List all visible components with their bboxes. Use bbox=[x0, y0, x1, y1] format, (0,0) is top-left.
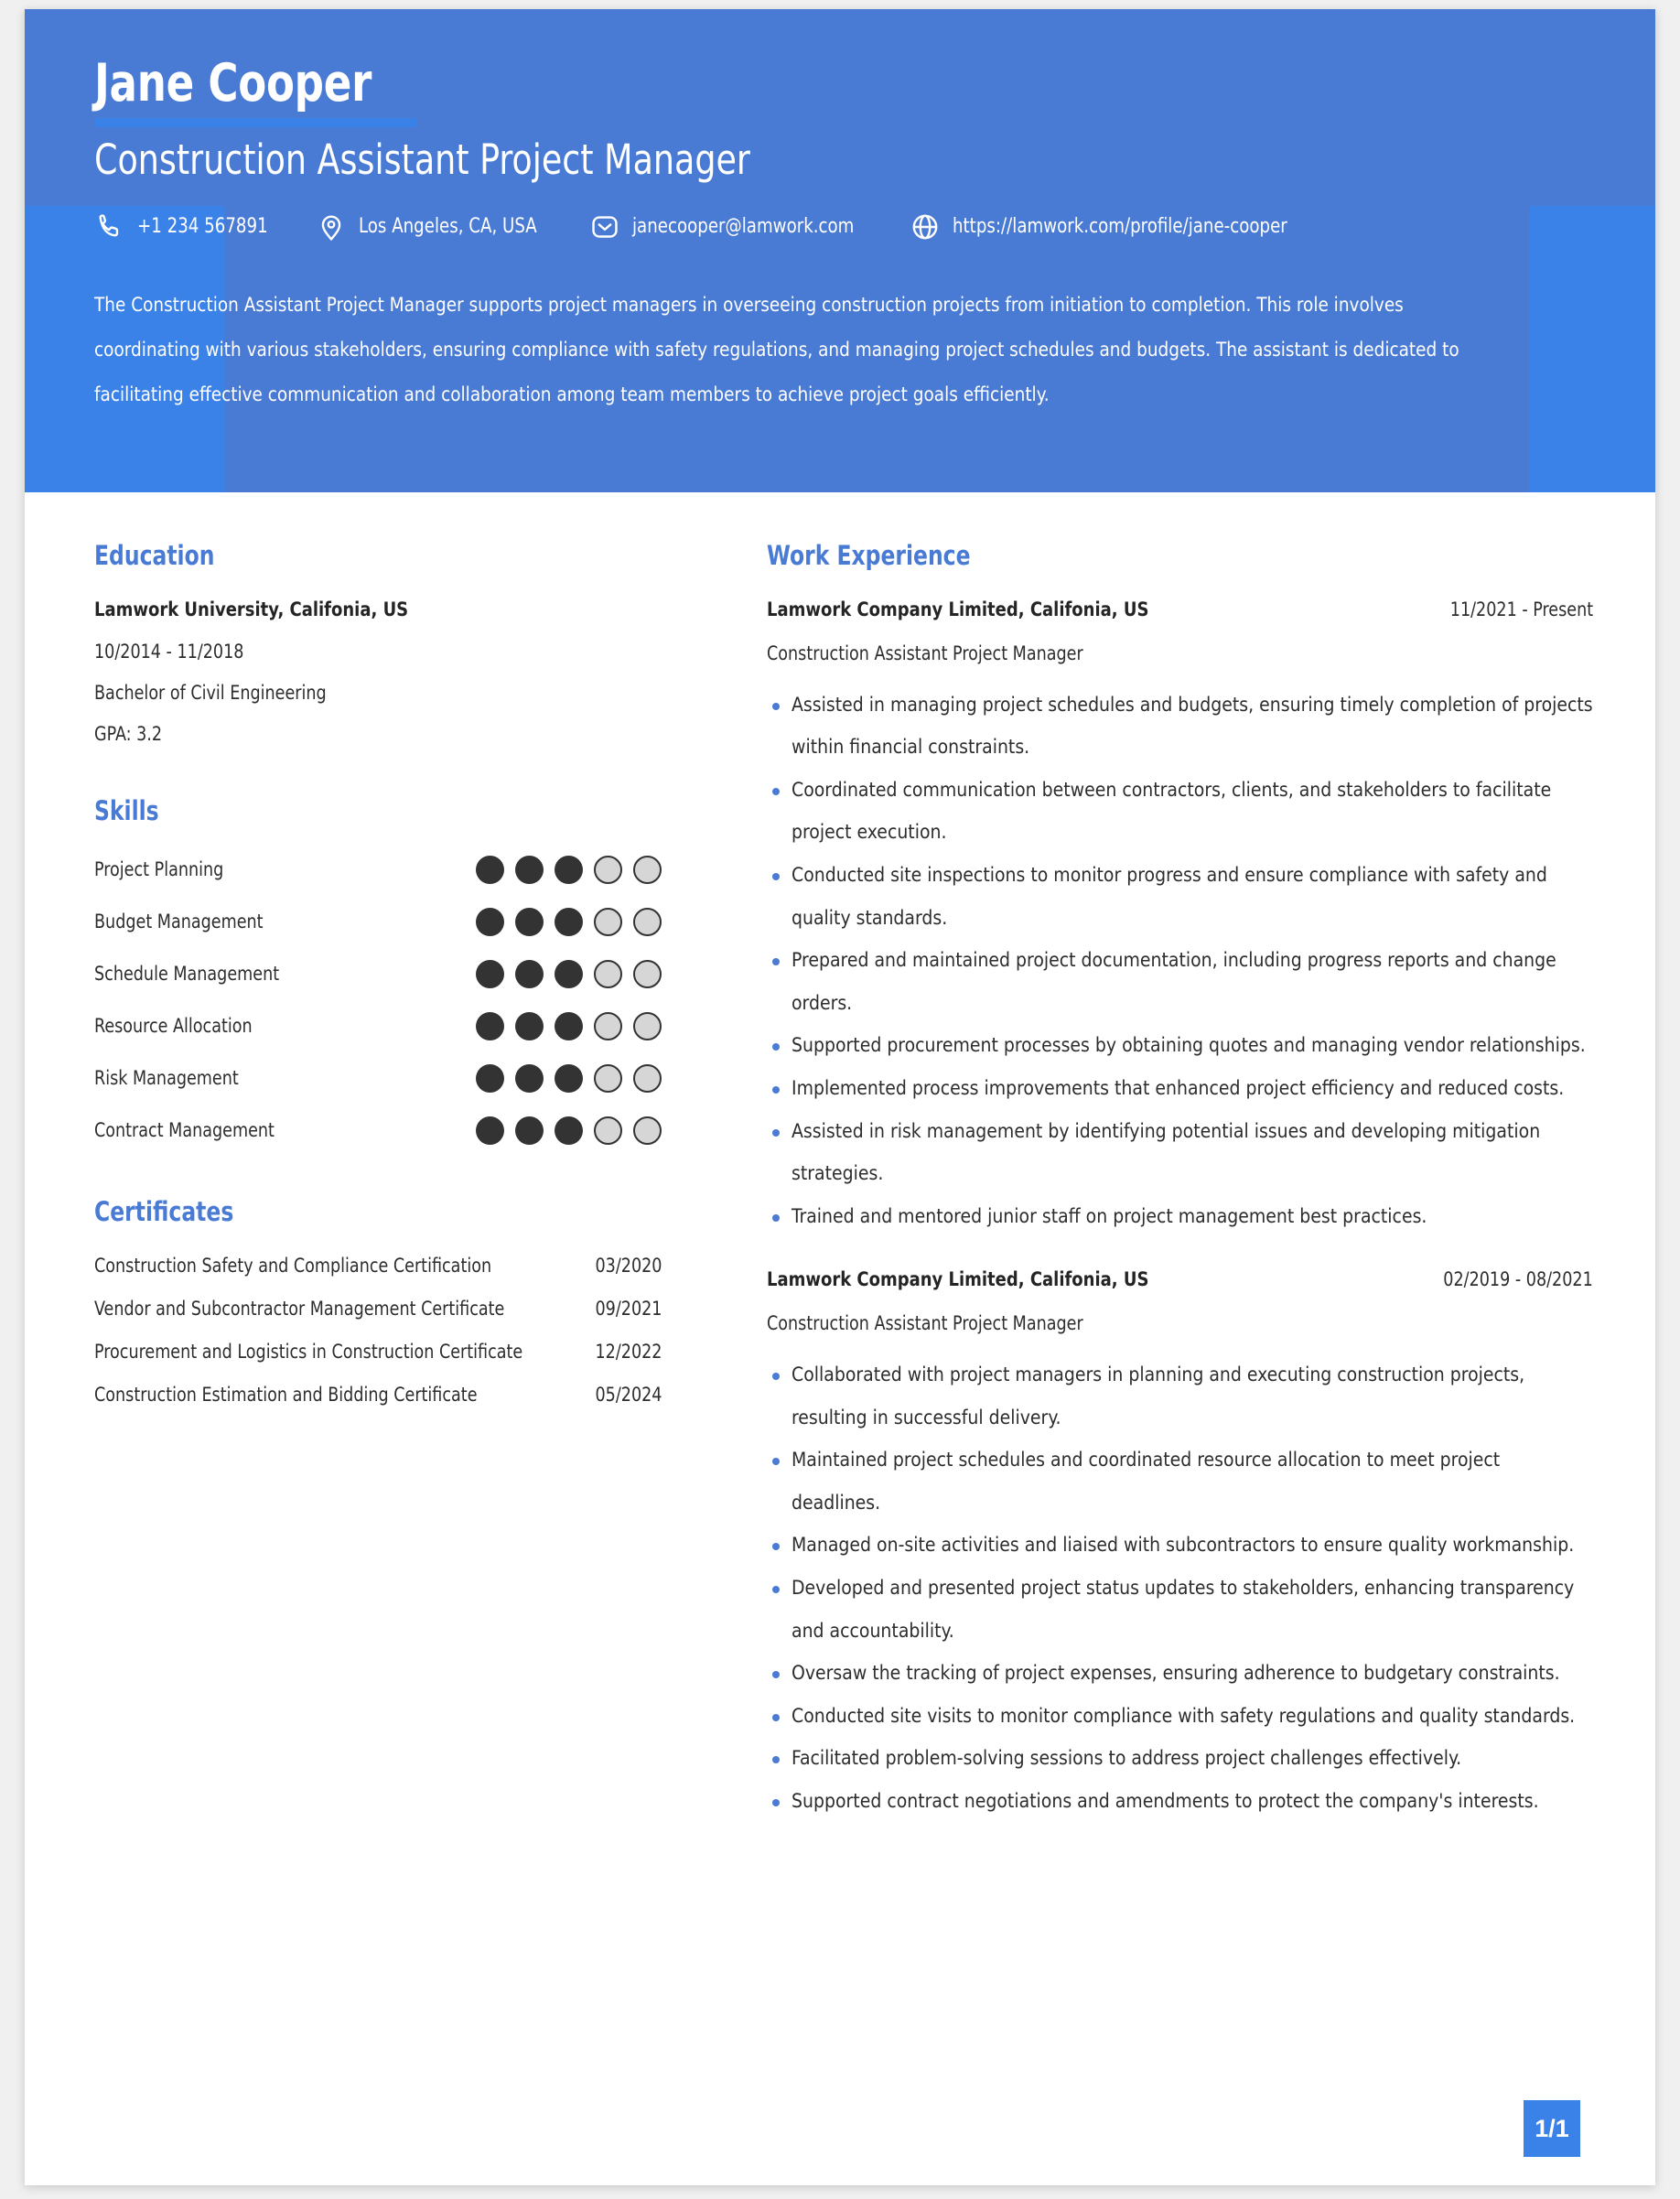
skill-dot-empty bbox=[633, 856, 662, 884]
skill-row bbox=[94, 1012, 662, 1040]
skill-dot-empty bbox=[594, 1064, 622, 1093]
job-dates: 02/2019 - 08/2021 bbox=[1443, 1268, 1593, 1291]
skill-dot-empty bbox=[633, 908, 662, 936]
contact-location[interactable] bbox=[316, 211, 553, 243]
skill-dot-filled bbox=[515, 1064, 544, 1093]
skill-dot-empty bbox=[594, 1116, 622, 1145]
certificates-section bbox=[94, 1196, 662, 1405]
certificate-name: Construction Estimation and Bidding Certificate bbox=[94, 1383, 478, 1406]
resume-body bbox=[25, 492, 1655, 1856]
skill-level-dots bbox=[476, 1064, 662, 1093]
page-indicator-badge: 1/1 bbox=[1524, 2100, 1580, 2157]
skill-level-dots bbox=[476, 1116, 662, 1145]
skill-dot-filled bbox=[555, 960, 583, 988]
certificate-name: Procurement and Logistics in Construction Certificate bbox=[94, 1340, 523, 1363]
job-bullet-list bbox=[767, 684, 1593, 1238]
skill-name: Contract Management bbox=[94, 1118, 275, 1141]
resume-page bbox=[25, 9, 1655, 2185]
skill-level-dots bbox=[476, 1012, 662, 1040]
contact-website-text: https://lamwork.com/profile/jane-cooper bbox=[953, 215, 1288, 239]
skill-dot-empty bbox=[633, 1116, 662, 1145]
contact-info-row bbox=[94, 211, 1555, 243]
skill-dot-filled bbox=[555, 856, 583, 884]
job-bullet-list bbox=[767, 1353, 1593, 1823]
education-entry bbox=[94, 600, 662, 744]
location-icon bbox=[316, 211, 347, 243]
job-role: Construction Assistant Project Manager bbox=[767, 1311, 1083, 1334]
skill-dot-empty bbox=[633, 960, 662, 988]
candidate-name: Jane Cooper bbox=[94, 53, 372, 113]
job-bullet: Assisted in managing project schedules and budgets, ensuring timely completion of projects within financial constraints. bbox=[767, 684, 1593, 769]
skill-dot-empty bbox=[594, 960, 622, 988]
work-experience-section bbox=[767, 540, 1593, 1823]
work-experience-list bbox=[767, 600, 1593, 1823]
skill-dot-filled bbox=[515, 856, 544, 884]
job-bullet: Supported procurement processes by obtaining quotes and managing vendor relationships. bbox=[767, 1024, 1593, 1067]
certificate-name: Vendor and Subcontractor Management Certificate bbox=[94, 1297, 505, 1320]
education-school: Lamwork University, Califonia, US bbox=[94, 598, 409, 621]
skill-dot-empty bbox=[594, 908, 622, 936]
job-bullet: Trained and mentored junior staff on project management best practices. bbox=[767, 1195, 1593, 1238]
job-bullet: Oversaw the tracking of project expenses, ensuring adherence to budgetary constraints. bbox=[767, 1652, 1593, 1695]
job-bullet: Implemented process improvements that enhanced project efficiency and reduced costs. bbox=[767, 1067, 1593, 1110]
certificate-row bbox=[94, 1385, 662, 1405]
skill-row bbox=[94, 1116, 662, 1145]
job-company: Lamwork Company Limited, Califonia, US bbox=[767, 1268, 1149, 1292]
job-bullet: Facilitated problem-solving sessions to address project challenges effectively. bbox=[767, 1737, 1593, 1780]
skill-dot-filled bbox=[476, 1116, 504, 1145]
job-bullet: Supported contract negotiations and amendments to protect the company's interests. bbox=[767, 1780, 1593, 1823]
skills-list bbox=[94, 856, 662, 1145]
certificates-section-title: Certificates bbox=[94, 1195, 234, 1227]
job-bullet: Maintained project schedules and coordinated resource allocation to meet project deadlines. bbox=[767, 1439, 1593, 1524]
skill-dot-filled bbox=[555, 1064, 583, 1093]
name-underline-accent bbox=[94, 118, 416, 127]
skill-dot-filled bbox=[555, 908, 583, 936]
right-column bbox=[662, 540, 1593, 1856]
skills-section bbox=[94, 795, 662, 1145]
certificate-date: 12/2022 bbox=[595, 1340, 662, 1363]
skill-name: Resource Allocation bbox=[94, 1014, 253, 1037]
contact-email-text: janecooper@lamwork.com bbox=[631, 215, 855, 239]
skill-name: Schedule Management bbox=[94, 962, 280, 985]
job-header bbox=[767, 1270, 1593, 1290]
skill-dot-filled bbox=[555, 1012, 583, 1040]
job-header bbox=[767, 600, 1593, 620]
skill-dot-filled bbox=[476, 1012, 504, 1040]
contact-email[interactable] bbox=[589, 211, 873, 243]
job-bullet: Managed on-site activities and liaised with subcontractors to ensure quality workmanship. bbox=[767, 1524, 1593, 1567]
skill-level-dots bbox=[476, 908, 662, 936]
skill-dot-empty bbox=[594, 1012, 622, 1040]
skill-dot-filled bbox=[515, 960, 544, 988]
job-bullet: Coordinated communication between contractors, clients, and stakeholders to facilitate project execution. bbox=[767, 769, 1593, 854]
skill-dot-empty bbox=[594, 856, 622, 884]
skill-dot-filled bbox=[476, 960, 504, 988]
skill-name: Risk Management bbox=[94, 1066, 239, 1089]
education-gpa: GPA: 3.2 bbox=[94, 722, 163, 745]
skill-row bbox=[94, 856, 662, 884]
skill-name: Project Planning bbox=[94, 857, 224, 880]
certificate-row bbox=[94, 1299, 662, 1319]
contact-phone[interactable] bbox=[94, 211, 279, 243]
contact-phone-text: +1 234 567891 bbox=[137, 215, 268, 239]
job-company: Lamwork Company Limited, Califonia, US bbox=[767, 598, 1149, 621]
certificates-list bbox=[94, 1256, 662, 1405]
skill-dot-empty bbox=[633, 1064, 662, 1093]
work-experience-entry bbox=[767, 1270, 1593, 1822]
skill-dot-filled bbox=[515, 1116, 544, 1145]
education-section-title: Education bbox=[94, 540, 215, 571]
contact-website[interactable] bbox=[910, 211, 1317, 243]
skill-dot-empty bbox=[633, 1012, 662, 1040]
globe-icon bbox=[910, 211, 941, 243]
job-bullet: Conducted site inspections to monitor progress and ensure compliance with safety and quality standards. bbox=[767, 854, 1593, 939]
skill-dot-filled bbox=[476, 856, 504, 884]
certificate-date: 05/2024 bbox=[595, 1383, 662, 1406]
certificate-name: Construction Safety and Compliance Certification bbox=[94, 1254, 492, 1277]
job-bullet: Developed and presented project status updates to stakeholders, enhancing transparency and accountability. bbox=[767, 1567, 1593, 1652]
job-bullet: Prepared and maintained project documentation, including progress reports and change orders. bbox=[767, 939, 1593, 1024]
email-icon bbox=[589, 211, 620, 243]
resume-header bbox=[25, 9, 1655, 492]
skill-dot-filled bbox=[515, 1012, 544, 1040]
certificate-row bbox=[94, 1256, 662, 1276]
skills-section-title: Skills bbox=[94, 794, 159, 826]
skill-dot-filled bbox=[476, 1064, 504, 1093]
education-dates: 10/2014 - 11/2018 bbox=[94, 640, 244, 663]
work-experience-section-title: Work Experience bbox=[767, 540, 971, 571]
certificate-date: 03/2020 bbox=[595, 1254, 662, 1277]
left-column bbox=[94, 540, 662, 1856]
skill-level-dots bbox=[476, 856, 662, 884]
professional-summary: The Construction Assistant Project Manager supports project managers in overseeing construction projects from initiation to completion. This role involves coordinating with various stakeholders, ensuring compliance with safety regulations, and managing project schedules and budgets. The assistant is dedicated to facilitating effective communication and collaboration among team members to achieve project goals efficiently. bbox=[94, 294, 1459, 407]
phone-icon bbox=[94, 211, 125, 243]
job-bullet: Conducted site visits to monitor compliance with safety regulations and quality standards. bbox=[767, 1695, 1593, 1738]
skill-level-dots bbox=[476, 960, 662, 988]
education-section bbox=[94, 540, 662, 744]
skill-row bbox=[94, 1064, 662, 1093]
education-degree: Bachelor of Civil Engineering bbox=[94, 681, 327, 704]
skill-dot-filled bbox=[555, 1116, 583, 1145]
skill-name: Budget Management bbox=[94, 910, 264, 932]
work-experience-entry bbox=[767, 600, 1593, 1237]
skill-dot-filled bbox=[515, 908, 544, 936]
job-role: Construction Assistant Project Manager bbox=[767, 641, 1083, 664]
skill-row bbox=[94, 908, 662, 936]
skill-dot-filled bbox=[476, 908, 504, 936]
contact-location-text: Los Angeles, CA, USA bbox=[359, 215, 537, 239]
skill-row bbox=[94, 960, 662, 988]
job-dates: 11/2021 - Present bbox=[1449, 598, 1593, 620]
candidate-job-title: Construction Assistant Project Manager bbox=[94, 135, 750, 184]
certificate-date: 09/2021 bbox=[595, 1297, 662, 1320]
job-bullet: Collaborated with project managers in planning and executing construction projects, resulting in successful delivery. bbox=[767, 1353, 1593, 1439]
job-bullet: Assisted in risk management by identifying potential issues and developing mitigation strategies. bbox=[767, 1110, 1593, 1195]
certificate-row bbox=[94, 1342, 662, 1362]
